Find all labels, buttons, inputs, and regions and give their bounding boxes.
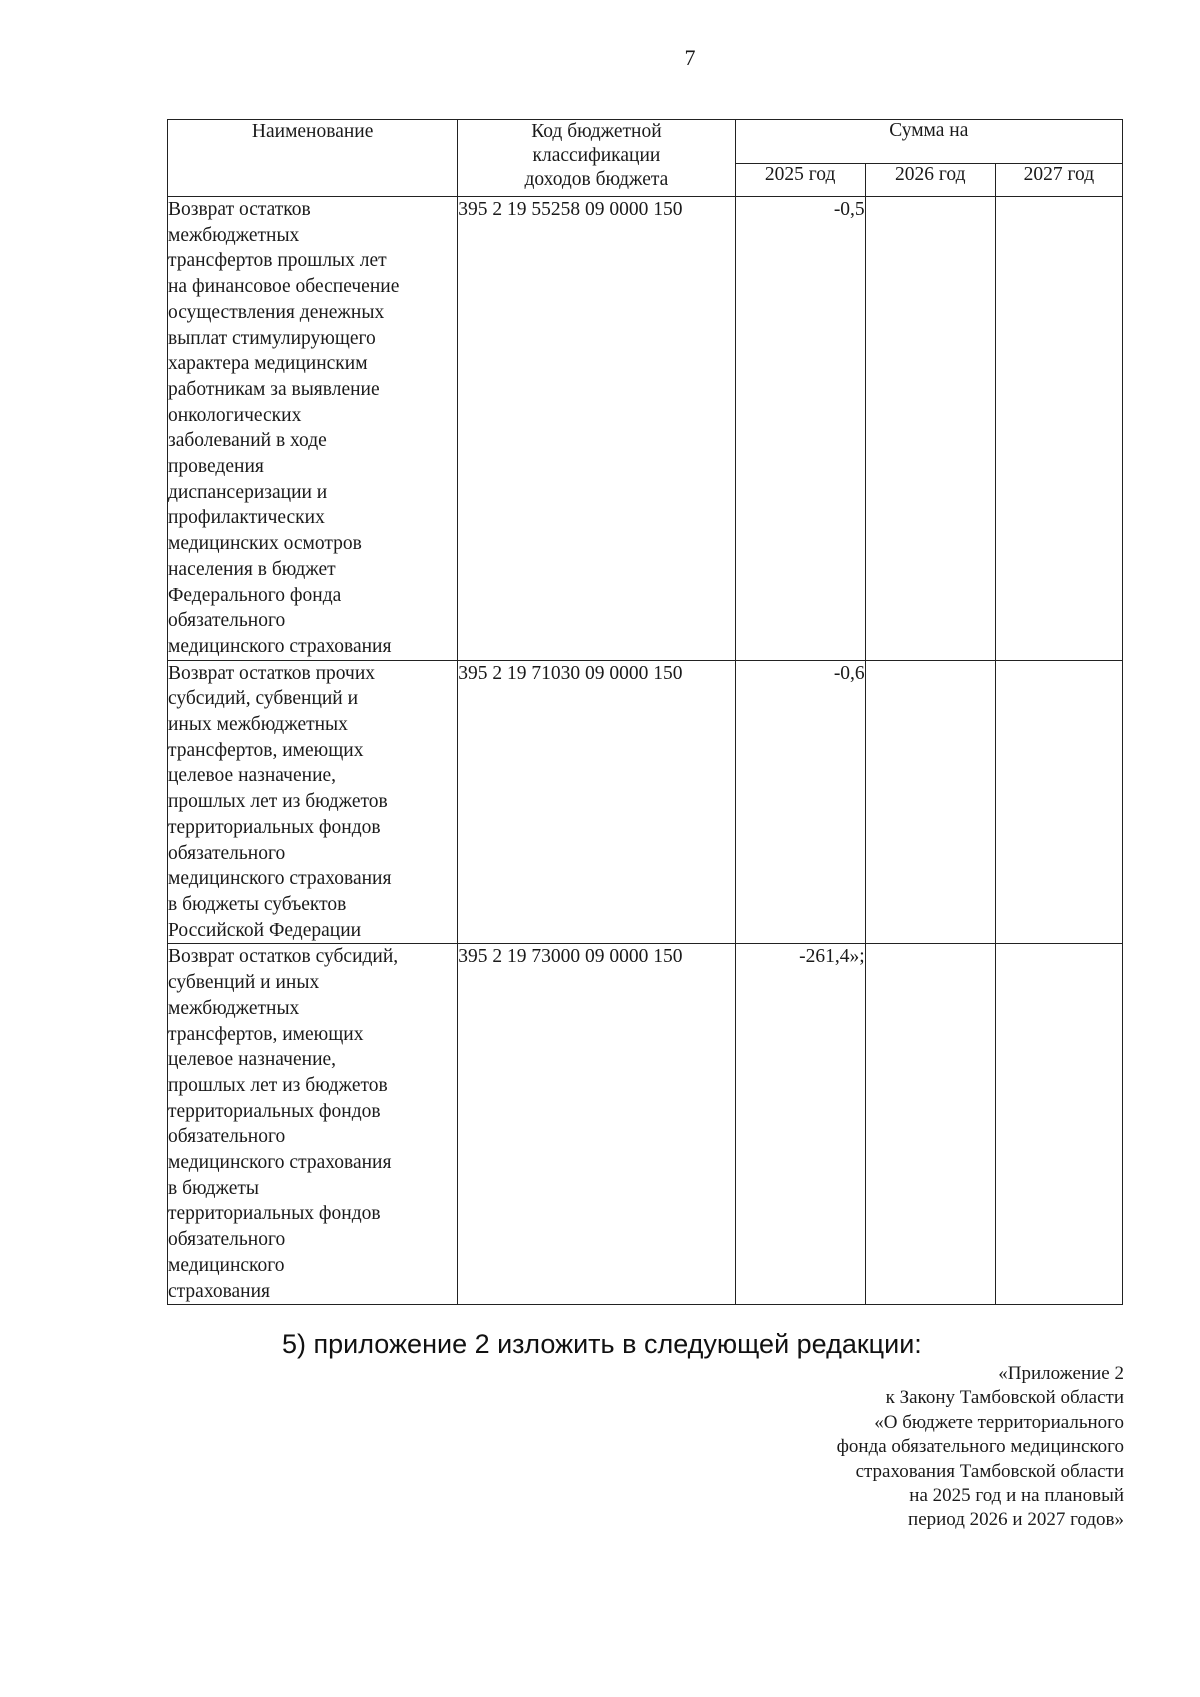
row-name-line: Российской Федерации: [168, 919, 362, 941]
appendix-line: «Приложение 2: [998, 1363, 1124, 1384]
row-value-2025: -261,4»;: [735, 944, 865, 1305]
row-name-line: прошлых лет из бюджетов: [168, 791, 388, 813]
header-code-line: Код бюджетной: [531, 121, 662, 142]
row-name-cell: [168, 197, 458, 661]
appendix-line: период 2026 и 2027 годов»: [908, 1509, 1124, 1531]
row-name-line: территориальных фондов: [168, 1203, 381, 1225]
table-row: [168, 944, 1123, 1305]
instruction-text: 5) приложение 2 изложить в следующей редакции:: [282, 1329, 922, 1359]
appendix-heading: [837, 1362, 1124, 1533]
row-name-cell: [168, 660, 458, 944]
row-name-line: Возврат остатков прочих: [168, 662, 376, 684]
row-value-2027: [995, 660, 1122, 944]
row-name-line: субвенций и иных: [168, 972, 320, 994]
row-name-line: трансфертов прошлых лет: [168, 250, 387, 272]
row-name-line: онкологических: [168, 404, 302, 426]
header-year-2026: 2026 год: [865, 164, 995, 197]
appendix-line: фонда обязательного медицинского: [836, 1436, 1124, 1458]
row-name-line: медицинского страхования: [168, 635, 392, 657]
row-name-line: Федерального фонда: [168, 584, 342, 606]
row-name-line: обязательного: [168, 610, 286, 632]
row-name-line: на финансовое обеспечение: [168, 276, 400, 298]
table-header: [168, 120, 1123, 197]
row-name-line: обязательного: [168, 1229, 286, 1251]
row-name-line: Возврат остатков: [168, 199, 311, 220]
row-value-2025: -0,5: [735, 197, 865, 661]
row-value-2026: [865, 944, 995, 1305]
row-name-line: медицинского страхования: [168, 868, 392, 890]
header-code-line: классификации: [532, 145, 661, 166]
header-year-2027: 2027 год: [995, 164, 1122, 197]
header-year-2025: 2025 год: [735, 164, 865, 197]
page-number: 7: [684, 45, 696, 70]
row-name-line: заболеваний в ходе: [168, 430, 327, 452]
appendix-line: страхования Тамбовской области: [855, 1460, 1124, 1482]
row-name-line: целевое назначение,: [168, 765, 337, 787]
row-name-line: диспансеризации и: [168, 481, 328, 503]
row-name-line: территориальных фондов: [168, 816, 381, 838]
row-name-line: межбюджетных: [168, 997, 300, 1019]
row-name-line: работникам за выявление: [168, 378, 380, 400]
header-name: Наименование: [168, 120, 458, 197]
header-code: [458, 120, 735, 197]
appendix-line: к Закону Тамбовской области: [885, 1387, 1124, 1409]
appendix-line: «О бюджете территориального: [874, 1411, 1124, 1433]
row-name-line: Возврат остатков субсидий,: [168, 946, 399, 968]
appendix-line: на 2025 год и на плановый: [909, 1485, 1124, 1507]
row-name-line: территориальных фондов: [168, 1100, 381, 1122]
row-code-cell: 395 2 19 71030 09 0000 150: [458, 660, 735, 944]
row-name-line: осуществления денежных: [168, 301, 385, 323]
row-name-line: медицинских осмотров: [168, 533, 362, 555]
row-name-line: выплат стимулирующего: [168, 327, 376, 349]
header-sum: Сумма на: [735, 120, 1122, 164]
row-name-line: иных межбюджетных: [168, 714, 348, 736]
row-name-line: прошлых лет из бюджетов: [168, 1074, 388, 1096]
header-code-line: доходов бюджета: [524, 169, 669, 190]
row-name-cell: [168, 944, 458, 1305]
row-name-line: медицинского: [168, 1254, 285, 1276]
row-name-line: проведения: [168, 456, 264, 478]
row-name-line: межбюджетных: [168, 224, 300, 246]
row-name-line: обязательного: [168, 1126, 286, 1148]
row-value-2027: [995, 944, 1122, 1305]
row-value-2026: [865, 660, 995, 944]
row-value-2027: [995, 197, 1122, 661]
budget-table: [167, 119, 1123, 1305]
row-name-line: профилактических: [168, 507, 325, 529]
row-name-line: обязательного: [168, 842, 286, 864]
row-code-cell: 395 2 19 55258 09 0000 150: [458, 197, 735, 661]
row-name-line: целевое назначение,: [168, 1049, 337, 1071]
row-value-2025: -0,6: [735, 660, 865, 944]
row-name-line: населения в бюджет: [168, 558, 336, 580]
row-name-line: субсидий, субвенций и: [168, 688, 359, 710]
row-name-line: трансфертов, имеющих: [168, 739, 364, 761]
table-row: [168, 197, 1123, 661]
table-body: [168, 197, 1123, 1305]
row-name-line: характера медицинским: [168, 353, 368, 375]
row-code-cell: 395 2 19 73000 09 0000 150: [458, 944, 735, 1305]
table-row: [168, 660, 1123, 944]
row-name-line: в бюджеты: [168, 1177, 259, 1199]
row-value-2026: [865, 197, 995, 661]
row-name-line: медицинского страхования: [168, 1152, 392, 1174]
row-name-line: в бюджеты субъектов: [168, 893, 347, 915]
row-name-line: страхования: [168, 1280, 271, 1302]
row-name-line: трансфертов, имеющих: [168, 1023, 364, 1045]
